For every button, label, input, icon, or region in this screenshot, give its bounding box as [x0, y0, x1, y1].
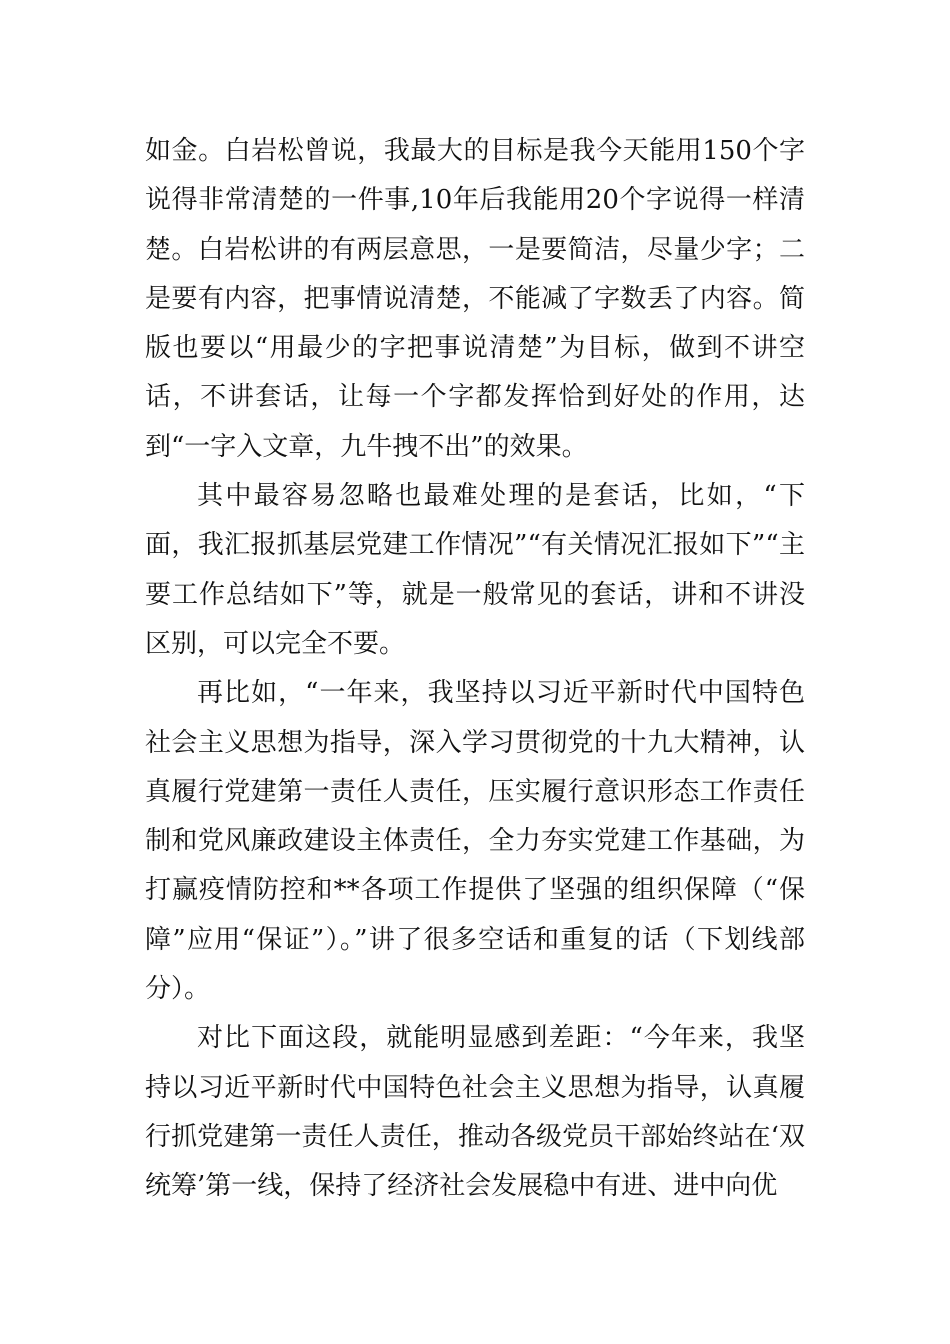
paragraph-1: 如金。白岩松曾说，我最大的目标是我今天能用150个字说得非常清楚的一件事,10年后我能用20个字说得一样清楚。白岩松讲的有两层意思，一是要简洁，尽量少字；二是要有内容，把事情说清楚，不能减了字数丢了内容。简版也要以“用最少的字把事说清楚”为目标，做到不讲空话，不讲套话，让每一个字都发挥恰到好处的作用，达到“一字入文章，九牛拽不出”的效果。 [145, 136, 805, 462]
paragraph-4: 对比下面这段，就能明显感到差距：“今年来，我坚持以习近平新时代中国特色社会主义思想为指导，认真履行抓党建第一责任人责任，推动各级党员干部始终站在‘双统筹’第一线，保持了经济社会发展稳中有进、进中向优 [145, 1023, 805, 1202]
document-body [145, 127, 805, 1212]
paragraph-2: 其中最容易忽略也最难处理的是套话，比如，“下面，我汇报抓基层党建工作情况”“有关情况汇报如下”“主要工作总结如下”等，就是一般常见的套话，讲和不讲没区别，可以完全不要。 [145, 481, 805, 659]
paragraph-3: 再比如，“一年来，我坚持以习近平新时代中国特色社会主义思想为指导，深入学习贯彻党的十九大精神，认真履行党建第一责任人责任，压实履行意识形态工作责任制和党风廉政建设主体责任，全力夯实党建工作基础，为打赢疫情防控和**各项工作提供了坚强的组织保障（“保障”应用“保证”）。”讲了很多空话和重复的话（下划线部分）。 [145, 678, 805, 1005]
